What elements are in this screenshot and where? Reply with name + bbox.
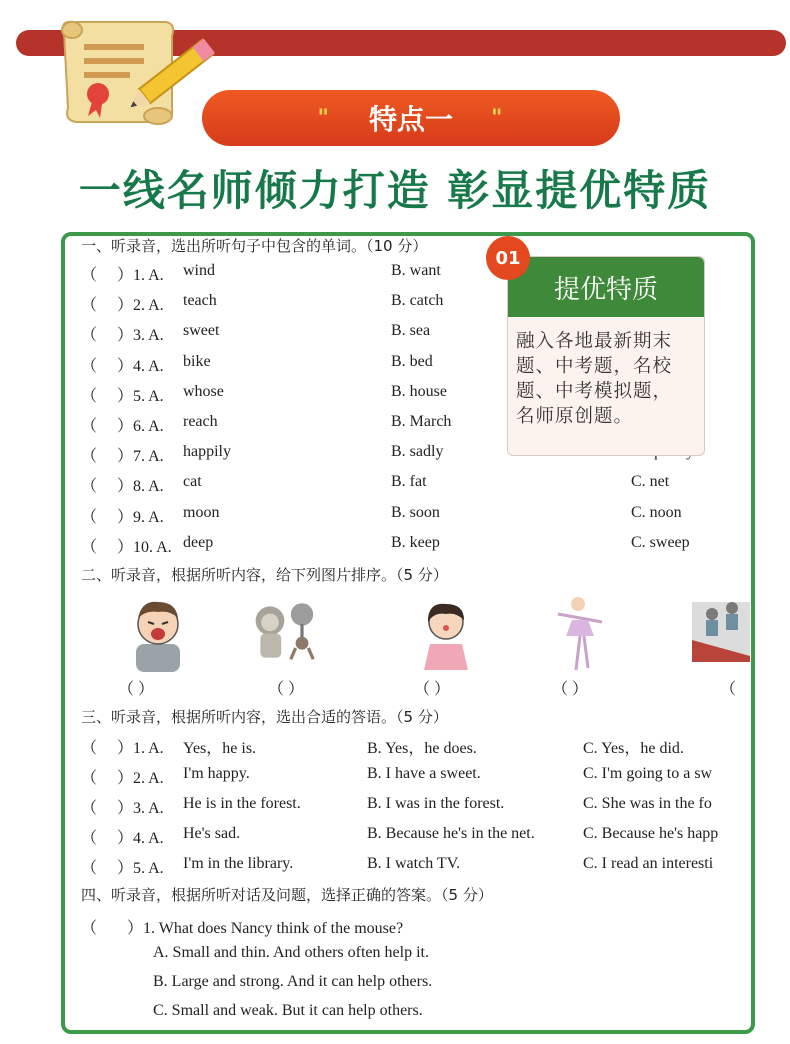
question-number: ）6. A.: [117, 418, 164, 435]
answer-paren: （: [81, 920, 98, 937]
part3-heading: 三、听录音，根据所听内容，选出合适的答语。（5 分）: [81, 708, 448, 726]
option-b: B. I have a sweet.: [367, 765, 481, 782]
answer-paren: （: [81, 770, 98, 787]
option-b: B. sea: [391, 322, 431, 340]
question-number: ）3. A.: [117, 800, 164, 817]
answer-paren: （: [81, 267, 98, 284]
answer-paren: （: [81, 357, 98, 375]
answer-paren: （: [81, 860, 98, 877]
answer-paren: （: [81, 418, 98, 435]
answer-paren: （: [81, 830, 98, 847]
option-a: Yes，he is.: [183, 740, 257, 757]
option-b: B. Because he's in the net.: [367, 825, 535, 842]
picture-blank-5[interactable]: （: [720, 681, 737, 698]
feature-banner: [202, 90, 620, 146]
option-c: C. Yes，he did.: [583, 740, 684, 757]
option-c: C. noon: [631, 503, 682, 521]
page-headline: 一线名师倾力打造 彰显提优特质: [78, 166, 712, 215]
option-b: B. fat: [391, 473, 427, 491]
question-number: ）9. A.: [117, 508, 164, 526]
crying-boy-icon: [118, 592, 198, 672]
option-b: B. house: [391, 382, 447, 400]
option-b: B. sadly: [391, 443, 444, 461]
option-a: cat: [183, 473, 202, 491]
option-a: I'm in the library.: [183, 855, 294, 872]
answer-paren: （: [81, 297, 98, 315]
part2-heading: 二、听录音，根据所听内容，给下列图片排序。（5 分）: [81, 566, 448, 584]
picture-blank-3[interactable]: （ ）: [414, 681, 451, 698]
lion-monkey-icon: [246, 592, 326, 672]
picture-blank-4[interactable]: （ ）: [552, 681, 589, 698]
answer-paren: （: [81, 478, 98, 496]
feature-card: [507, 256, 705, 456]
picture-blank-2[interactable]: （ ）: [268, 681, 305, 698]
part4-heading: 四、听录音，根据所听对话及问题，选择正确的答案。（5 分）: [81, 886, 493, 904]
feature-card-body: [508, 317, 704, 429]
option-b: B. keep: [391, 533, 440, 551]
option-a: reach: [183, 413, 218, 430]
option-c: C. Because he's happ: [583, 825, 719, 842]
question-number: ）10. A.: [117, 538, 172, 556]
question-number: ）1. A.: [117, 740, 164, 757]
girl-icon: [406, 592, 486, 672]
answer-paren: （: [81, 448, 98, 466]
option-b: B. Yes，he does.: [367, 740, 477, 757]
option-b: B. soon: [391, 503, 440, 521]
answer-paren: （: [81, 327, 98, 345]
option-a: I'm happy.: [183, 765, 250, 782]
part4-option-b: B. Large and strong. And it can help others.: [153, 973, 433, 990]
part1-heading: 一、听录音，选出所听句子中包含的单词。（10 分）: [81, 237, 428, 255]
option-c: C. She was in the fo: [583, 795, 712, 812]
option-c: C. I'm going to a sw: [583, 765, 713, 782]
answer-paren: （: [81, 387, 98, 405]
feature-number-badge: 01: [486, 236, 530, 280]
feature-card-line: 题、中考模拟题，: [516, 381, 673, 402]
option-c: C. net: [631, 473, 670, 491]
ballerina-icon: [548, 592, 628, 672]
option-c: C. I read an interesti: [583, 855, 714, 872]
option-a: bike: [183, 352, 211, 370]
question-number: ）4. A.: [117, 357, 164, 375]
option-b: B. March: [391, 413, 452, 430]
running-kids-icon: [692, 592, 750, 672]
option-b: B. want: [391, 262, 441, 279]
question-number: ）2. A.: [117, 770, 164, 787]
part4-option-c: C. Small and weak. But it can help others.: [153, 1002, 423, 1019]
option-a: sweet: [183, 322, 220, 340]
option-b: B. bed: [391, 352, 433, 370]
option-b: B. I watch TV.: [367, 855, 461, 872]
option-b: B. catch: [391, 292, 444, 310]
question-number: ）2. A.: [117, 297, 164, 315]
answer-paren: （: [81, 538, 98, 556]
picture-blank-1[interactable]: （ ）: [118, 681, 155, 698]
banner-title: 特点一: [368, 103, 453, 136]
option-a: deep: [183, 533, 214, 551]
feature-card-line: 融入各地最新期末: [516, 331, 673, 352]
option-a: whose: [183, 382, 224, 400]
question-number: ）5. A.: [117, 860, 164, 877]
part4-option-a: A. Small and thin. And others often help it.: [153, 944, 429, 961]
feature-card-line: 名师原创题。: [516, 406, 634, 427]
quote-mark-right: ": [491, 105, 505, 131]
quote-mark-left: ": [317, 105, 331, 131]
question-number: ）3. A.: [117, 327, 164, 345]
option-a: He's sad.: [183, 825, 241, 842]
answer-paren: （: [81, 508, 98, 526]
part4-question: ）1. What does Nancy think of the mouse?: [127, 920, 404, 937]
question-number: ）1. A.: [117, 267, 164, 284]
option-b: B. I was in the forest.: [367, 795, 505, 812]
option-a: moon: [183, 503, 220, 521]
question-number: ）4. A.: [117, 830, 164, 847]
option-a: wind: [183, 262, 215, 279]
answer-paren: （: [81, 740, 98, 757]
option-a: teach: [183, 292, 217, 310]
option-c: C. sweep: [631, 533, 690, 551]
question-number: ）8. A.: [117, 478, 164, 496]
feature-card-title: 提优特质: [508, 257, 704, 317]
feature-card-line: 题、中考题，名校: [516, 356, 673, 377]
option-a: He is in the forest.: [183, 795, 301, 812]
answer-paren: （: [81, 800, 98, 817]
question-number: ）5. A.: [117, 387, 164, 405]
question-number: ）7. A.: [117, 448, 164, 466]
option-a: happily: [183, 443, 231, 461]
